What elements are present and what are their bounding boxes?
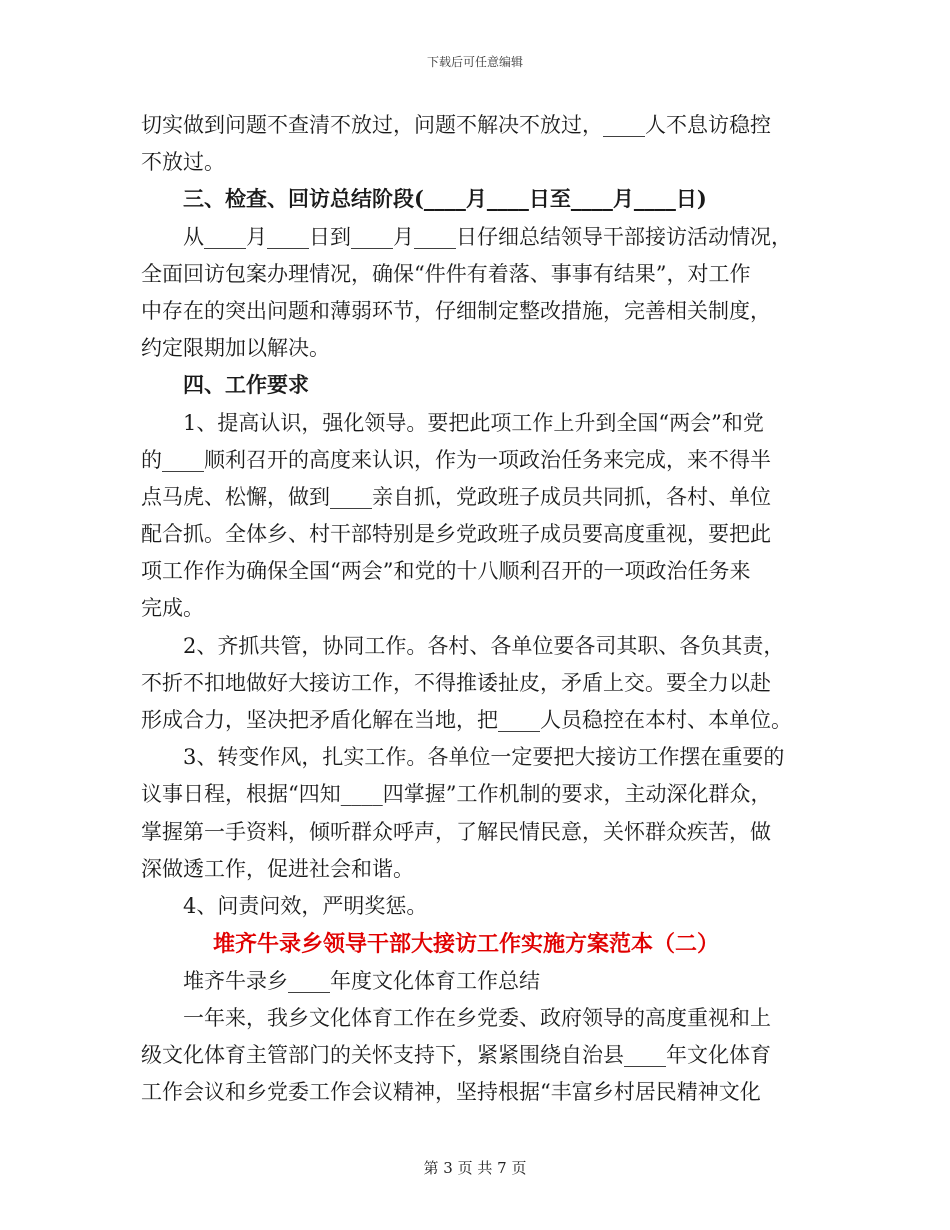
page-header: 下载后可任意编辑 <box>426 55 523 69</box>
text-line: 的____顺利召开的高度来认识，作为一项政治任务来完成，来不得半 <box>141 448 771 472</box>
document-title: 堆齐牛录乡领导干部大接访工作实施方案范本（二） <box>213 931 720 957</box>
page-footer: 第 3 页 共 7 页 <box>423 1159 527 1177</box>
text-line: 从____月____日到____月____日仔细总结领导干部接访活动情况， <box>183 225 792 249</box>
text-line: 全面回访包案办理情况，确保“件件有着落、事事有结果”，对工作 <box>141 262 751 286</box>
text-line: 中存在的突出问题和薄弱环节，仔细制定整改措施，完善相关制度， <box>141 299 771 323</box>
section-heading: 四、工作要求 <box>183 372 309 397</box>
text-line: 点马虎、松懈，做到____亲自抓，党政班子成员共同抓，各村、单位 <box>141 485 771 509</box>
text-line: 不折不扣地做好大接访工作，不得推诿扯皮，矛盾上交。要全力以赴 <box>141 671 771 695</box>
text-line: 1、提高认识，强化领导。要把此项工作上升到全国“两会”和党 <box>183 411 764 435</box>
text-line: 4、问责问效，严明奖惩。 <box>183 894 428 918</box>
text-line: 深做透工作，促进社会和谐。 <box>141 857 414 881</box>
text-line: 议事日程，根据“四知____四掌握”工作机制的要求，主动深化群众， <box>141 782 772 806</box>
section-heading: 三、检查、回访总结阶段(____月____日至____月____日) <box>183 186 707 211</box>
text-line: 形成合力，坚决把矛盾化解在当地，把____人员稳控在本村、本单位。 <box>141 708 792 732</box>
text-line: 级文化体育主管部门的关怀支持下，紧紧围绕自治县____年文化体育 <box>141 1043 771 1067</box>
text-line: 配合抓。全体乡、村干部特别是乡党政班子成员要高度重视，要把此 <box>141 522 771 546</box>
text-line: 不放过。 <box>141 150 225 174</box>
text-line: 项工作作为确保全国“两会”和党的十八顺利召开的一项政治任务来 <box>141 559 751 583</box>
text-line: 切实做到问题不查清不放过，问题不解决不放过，____人不息访稳控 <box>141 113 771 137</box>
text-line: 堆齐牛录乡____年度文化体育工作总结 <box>183 969 540 993</box>
text-line: 2、齐抓共管，协同工作。各村、各单位要各司其职、各负其责， <box>183 634 785 658</box>
text-line: 3、转变作风，扎实工作。各单位一定要把大接访工作摆在重要的 <box>183 745 785 769</box>
text-line: 一年来，我乡文化体育工作在乡党委、政府领导的高度重视和上 <box>183 1006 771 1030</box>
text-line: 完成。 <box>141 596 204 620</box>
text-line: 掌握第一手资料，倾听群众呼声，了解民情民意，关怀群众疾苦，做 <box>141 820 771 844</box>
text-line: 约定限期加以解决。 <box>141 336 330 360</box>
text-line: 工作会议和乡党委工作会议精神，坚持根据“丰富乡村居民精神文化 <box>141 1080 761 1104</box>
